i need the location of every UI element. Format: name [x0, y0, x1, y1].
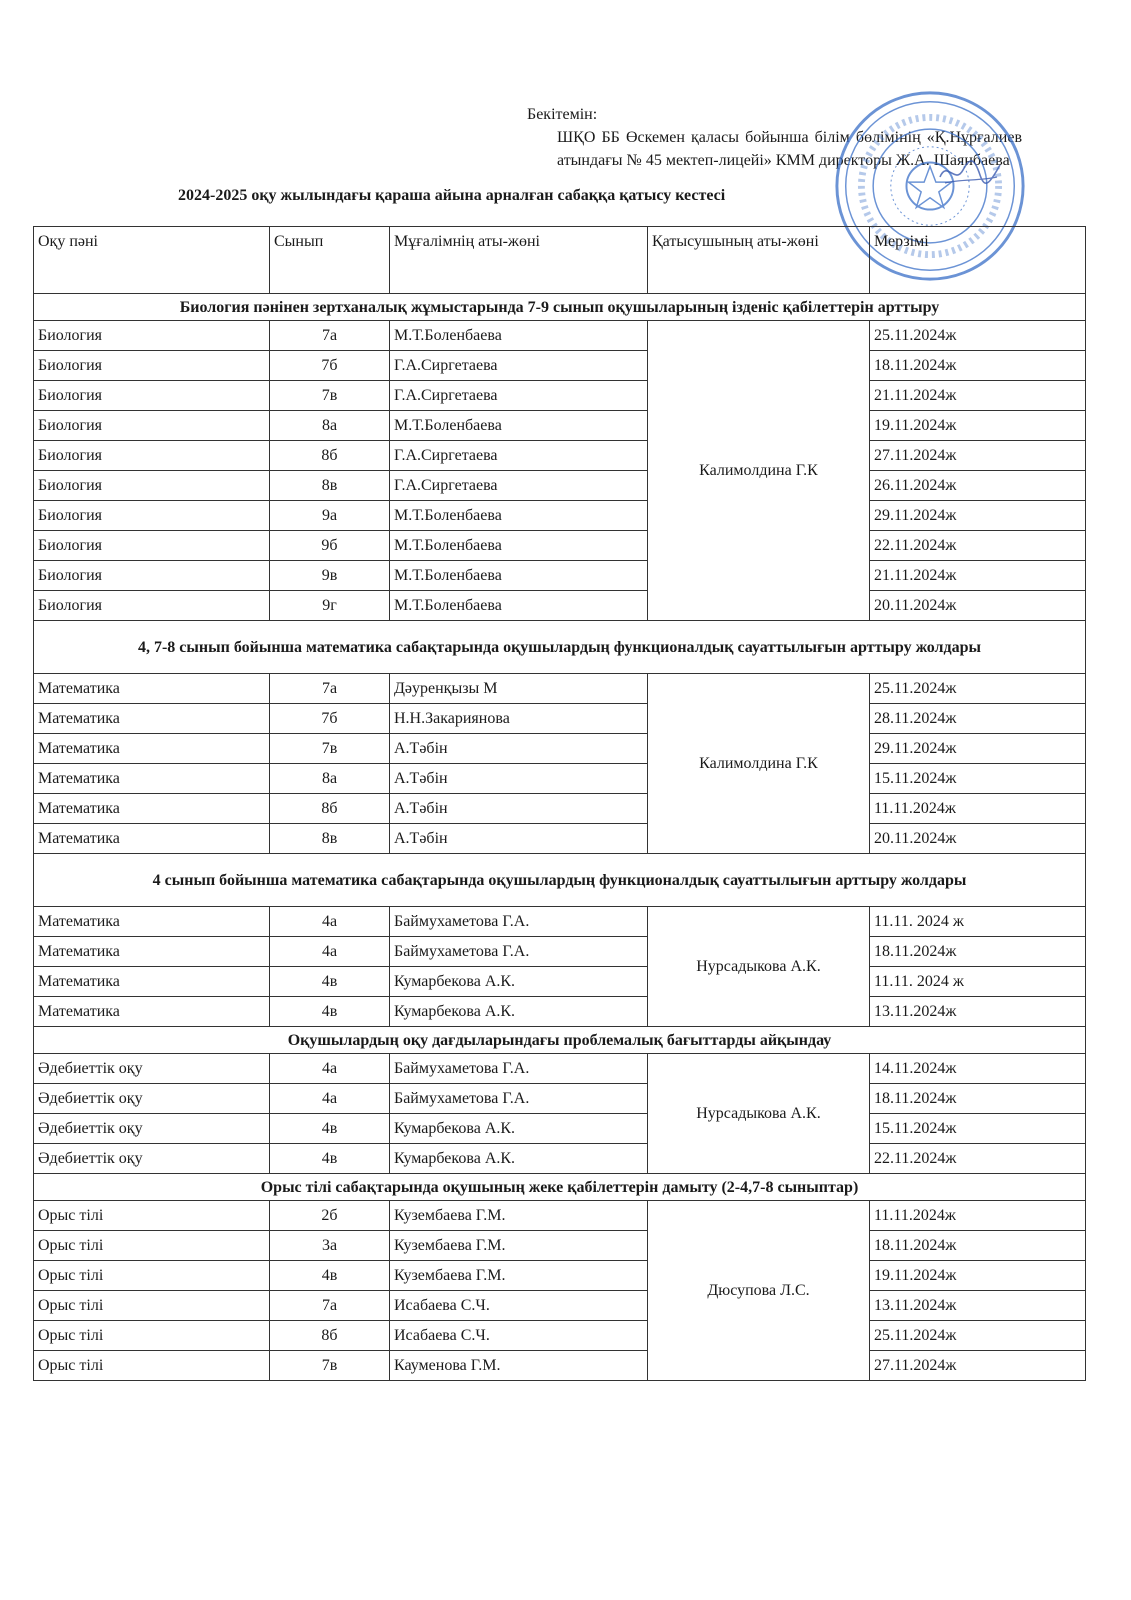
- table-row: [34, 531, 1086, 561]
- table-row: [34, 997, 1086, 1027]
- approval-text: ШҚО ББ Өскемен қаласы бойынша білім бөлімінің «Қ.Нұрғалиев атындағы № 45 мектеп-лицейі» КММ директоры Ж.А. Шаянбаева: [557, 129, 1022, 169]
- subject-cell: Математика: [34, 794, 270, 824]
- table-row: [34, 734, 1086, 764]
- class-cell: 2б: [270, 1201, 390, 1231]
- teacher-cell: Кауменова Г.М.: [390, 1351, 648, 1381]
- table-row: [34, 381, 1086, 411]
- table-row: [34, 501, 1086, 531]
- table-row: [34, 591, 1086, 621]
- subject-cell: Математика: [34, 674, 270, 704]
- teacher-cell: Г.А.Сиргетаева: [390, 471, 648, 501]
- subject-cell: Биология: [34, 561, 270, 591]
- table-row: [34, 907, 1086, 937]
- date-cell: 29.11.2024ж: [870, 734, 1086, 764]
- subject-cell: Орыс тілі: [34, 1291, 270, 1321]
- teacher-cell: Баймухаметова Г.А.: [390, 937, 648, 967]
- subject-cell: Математика: [34, 907, 270, 937]
- section-row: [34, 1174, 1086, 1201]
- observer-cell: Калимолдина Г.К: [648, 321, 870, 621]
- teacher-cell: М.Т.Боленбаева: [390, 561, 648, 591]
- teacher-cell: Кумарбекова А.К.: [390, 967, 648, 997]
- class-cell: 4а: [270, 1054, 390, 1084]
- table-row: [34, 967, 1086, 997]
- teacher-cell: Кузембаева Г.М.: [390, 1261, 648, 1291]
- teacher-cell: Г.А.Сиргетаева: [390, 381, 648, 411]
- teacher-cell: А.Тәбін: [390, 734, 648, 764]
- section-title: 4, 7-8 сынып бойынша математика сабақтарында оқушылардың функционалдық сауаттылығын арттыру жолдары: [34, 621, 1086, 674]
- teacher-cell: Дәуренқызы М: [390, 674, 648, 704]
- teacher-cell: Исабаева С.Ч.: [390, 1291, 648, 1321]
- observer-cell: Дюсупова Л.С.: [648, 1201, 870, 1381]
- date-cell: 13.11.2024ж: [870, 997, 1086, 1027]
- date-cell: 15.11.2024ж: [870, 1114, 1086, 1144]
- subject-cell: Орыс тілі: [34, 1231, 270, 1261]
- document-title: 2024-2025 оқу жылындағы қараша айына арналған сабаққа қатысу кестесі: [178, 187, 726, 204]
- date-cell: 20.11.2024ж: [870, 824, 1086, 854]
- date-cell: 15.11.2024ж: [870, 764, 1086, 794]
- teacher-cell: М.Т.Боленбаева: [390, 501, 648, 531]
- table-row: [34, 1351, 1086, 1381]
- subject-cell: Биология: [34, 351, 270, 381]
- table-row: [34, 1114, 1086, 1144]
- class-cell: 9б: [270, 531, 390, 561]
- class-cell: 8б: [270, 794, 390, 824]
- section-row: [34, 621, 1086, 674]
- class-cell: 7в: [270, 381, 390, 411]
- date-cell: 27.11.2024ж: [870, 1351, 1086, 1381]
- table-row: [34, 674, 1086, 704]
- teacher-cell: Исабаева С.Ч.: [390, 1321, 648, 1351]
- observer-cell: Нурсадыкова А.К.: [648, 907, 870, 1027]
- subject-cell: Математика: [34, 967, 270, 997]
- date-cell: 13.11.2024ж: [870, 1291, 1086, 1321]
- date-cell: 28.11.2024ж: [870, 704, 1086, 734]
- date-cell: 19.11.2024ж: [870, 411, 1086, 441]
- teacher-cell: М.Т.Боленбаева: [390, 411, 648, 441]
- section-title: Оқушылардың оқу дағдыларындағы проблемалық бағыттарды айқындау: [34, 1027, 1086, 1054]
- signature-icon: [935, 155, 1005, 190]
- date-cell: 22.11.2024ж: [870, 1144, 1086, 1174]
- section-title: Орыс тілі сабақтарында оқушының жеке қабілеттерін дамыту (2-4,7-8 сыныптар): [34, 1174, 1086, 1201]
- table-row: [34, 321, 1086, 351]
- class-cell: 4а: [270, 1084, 390, 1114]
- subject-cell: Әдебиеттік оқу: [34, 1114, 270, 1144]
- observer-cell: Калимолдина Г.К: [648, 674, 870, 854]
- date-cell: 14.11.2024ж: [870, 1054, 1086, 1084]
- date-cell: 11.11.2024ж: [870, 1201, 1086, 1231]
- date-cell: 29.11.2024ж: [870, 501, 1086, 531]
- table-row: [34, 937, 1086, 967]
- class-cell: 8в: [270, 824, 390, 854]
- subject-cell: Орыс тілі: [34, 1261, 270, 1291]
- class-cell: 7а: [270, 1291, 390, 1321]
- subject-cell: Математика: [34, 997, 270, 1027]
- date-cell: 25.11.2024ж: [870, 674, 1086, 704]
- date-cell: 20.11.2024ж: [870, 591, 1086, 621]
- table-row: [34, 1144, 1086, 1174]
- subject-cell: Математика: [34, 764, 270, 794]
- class-cell: 3а: [270, 1231, 390, 1261]
- schedule-body: [34, 294, 1086, 1381]
- subject-cell: Биология: [34, 591, 270, 621]
- approval-label: Бекітемін:: [527, 106, 598, 123]
- class-cell: 4в: [270, 1114, 390, 1144]
- teacher-cell: Баймухаметова Г.А.: [390, 1054, 648, 1084]
- observer-cell: Нурсадыкова А.К.: [648, 1054, 870, 1174]
- date-cell: 18.11.2024ж: [870, 1084, 1086, 1114]
- date-cell: 21.11.2024ж: [870, 561, 1086, 591]
- table-header-row: [34, 227, 1086, 294]
- table-row: [34, 411, 1086, 441]
- table-row: [34, 1261, 1086, 1291]
- date-cell: 18.11.2024ж: [870, 937, 1086, 967]
- table-row: [34, 351, 1086, 381]
- header-class: Сынып: [270, 227, 390, 294]
- class-cell: 4в: [270, 1261, 390, 1291]
- teacher-cell: М.Т.Боленбаева: [390, 591, 648, 621]
- teacher-cell: М.Т.Боленбаева: [390, 321, 648, 351]
- teacher-cell: А.Тәбін: [390, 794, 648, 824]
- table-row: [34, 1201, 1086, 1231]
- class-cell: 7а: [270, 321, 390, 351]
- class-cell: 7б: [270, 704, 390, 734]
- date-cell: 26.11.2024ж: [870, 471, 1086, 501]
- date-cell: 27.11.2024ж: [870, 441, 1086, 471]
- class-cell: 7а: [270, 674, 390, 704]
- teacher-cell: Баймухаметова Г.А.: [390, 1084, 648, 1114]
- table-row: [34, 1054, 1086, 1084]
- schedule-table: [33, 226, 1086, 1381]
- class-cell: 4а: [270, 907, 390, 937]
- class-cell: 8а: [270, 411, 390, 441]
- class-cell: 4в: [270, 997, 390, 1027]
- table-row: [34, 561, 1086, 591]
- teacher-cell: Кумарбекова А.К.: [390, 1144, 648, 1174]
- section-row: [34, 294, 1086, 321]
- subject-cell: Орыс тілі: [34, 1351, 270, 1381]
- table-row: [34, 1084, 1086, 1114]
- date-cell: 11.11. 2024 ж: [870, 967, 1086, 997]
- header-observer: Қатысушының аты-жөні: [648, 227, 870, 294]
- date-cell: 18.11.2024ж: [870, 351, 1086, 381]
- teacher-cell: Кумарбекова А.К.: [390, 997, 648, 1027]
- subject-cell: Биология: [34, 381, 270, 411]
- table-row: [34, 1231, 1086, 1261]
- header-subject: Оқу пәні: [34, 227, 270, 294]
- class-cell: 8в: [270, 471, 390, 501]
- teacher-cell: Г.А.Сиргетаева: [390, 441, 648, 471]
- date-cell: 19.11.2024ж: [870, 1261, 1086, 1291]
- date-cell: 18.11.2024ж: [870, 1231, 1086, 1261]
- class-cell: 9а: [270, 501, 390, 531]
- class-cell: 4в: [270, 967, 390, 997]
- teacher-cell: М.Т.Боленбаева: [390, 531, 648, 561]
- table-row: [34, 441, 1086, 471]
- subject-cell: Биология: [34, 321, 270, 351]
- teacher-cell: А.Тәбін: [390, 764, 648, 794]
- subject-cell: Әдебиеттік оқу: [34, 1144, 270, 1174]
- teacher-cell: Г.А.Сиргетаева: [390, 351, 648, 381]
- class-cell: 4в: [270, 1144, 390, 1174]
- class-cell: 8б: [270, 441, 390, 471]
- section-row: [34, 854, 1086, 907]
- header-teacher: Мұғалімнің аты-жөні: [390, 227, 648, 294]
- subject-cell: Биология: [34, 501, 270, 531]
- teacher-cell: Н.Н.Закариянова: [390, 704, 648, 734]
- section-title: Биология пәнінен зертханалық жұмыстарында 7-9 сынып оқушыларының ізденіс қабілеттерін арттыру: [34, 294, 1086, 321]
- subject-cell: Биология: [34, 441, 270, 471]
- date-cell: 25.11.2024ж: [870, 321, 1086, 351]
- table-row: [34, 1291, 1086, 1321]
- class-cell: 7в: [270, 1351, 390, 1381]
- teacher-cell: Кузембаева Г.М.: [390, 1201, 648, 1231]
- date-cell: 25.11.2024ж: [870, 1321, 1086, 1351]
- section-title: 4 сынып бойынша математика сабақтарында оқушылардың функционалдық сауаттылығын арттыру жолдары: [34, 854, 1086, 907]
- subject-cell: Биология: [34, 471, 270, 501]
- date-cell: 11.11.2024ж: [870, 794, 1086, 824]
- date-cell: 11.11. 2024 ж: [870, 907, 1086, 937]
- class-cell: 7в: [270, 734, 390, 764]
- teacher-cell: Кумарбекова А.К.: [390, 1114, 648, 1144]
- subject-cell: Орыс тілі: [34, 1321, 270, 1351]
- subject-cell: Әдебиеттік оқу: [34, 1054, 270, 1084]
- table-row: [34, 824, 1086, 854]
- subject-cell: Биология: [34, 531, 270, 561]
- header-date: Мерзімі: [870, 227, 1086, 294]
- class-cell: 9в: [270, 561, 390, 591]
- class-cell: 7б: [270, 351, 390, 381]
- table-row: [34, 764, 1086, 794]
- date-cell: 22.11.2024ж: [870, 531, 1086, 561]
- table-row: [34, 1321, 1086, 1351]
- class-cell: 4а: [270, 937, 390, 967]
- table-row: [34, 471, 1086, 501]
- teacher-cell: Кузембаева Г.М.: [390, 1231, 648, 1261]
- subject-cell: Биология: [34, 411, 270, 441]
- teacher-cell: Баймухаметова Г.А.: [390, 907, 648, 937]
- subject-cell: Орыс тілі: [34, 1201, 270, 1231]
- subject-cell: Математика: [34, 734, 270, 764]
- subject-cell: Әдебиеттік оқу: [34, 1084, 270, 1114]
- class-cell: 8а: [270, 764, 390, 794]
- class-cell: 9г: [270, 591, 390, 621]
- table-row: [34, 704, 1086, 734]
- table-row: [34, 794, 1086, 824]
- subject-cell: Математика: [34, 937, 270, 967]
- class-cell: 8б: [270, 1321, 390, 1351]
- subject-cell: Математика: [34, 824, 270, 854]
- teacher-cell: А.Тәбін: [390, 824, 648, 854]
- section-row: [34, 1027, 1086, 1054]
- subject-cell: Математика: [34, 704, 270, 734]
- date-cell: 21.11.2024ж: [870, 381, 1086, 411]
